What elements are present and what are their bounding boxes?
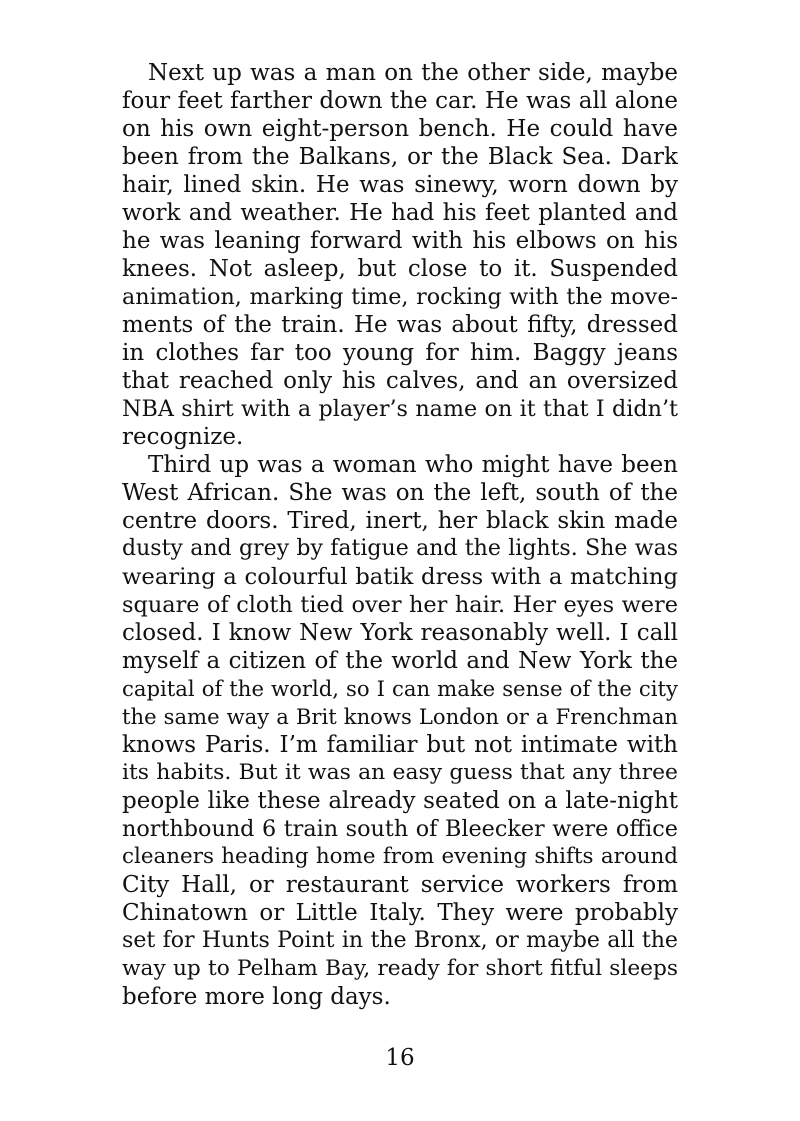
text-line: square of cloth tied over her hair. Her eyes were (122, 592, 678, 618)
text-line: ments of the train. He was about fifty, dressed (122, 312, 678, 338)
text-line: set for Hunts Point in the Bronx, or maybe all the (122, 928, 678, 953)
text-line: wearing a colourful batik dress with a matching (122, 564, 678, 590)
text-line: before more long days. (122, 984, 391, 1010)
text-line: closed. I know New York reasonably well. I call (122, 620, 678, 646)
paragraph (122, 59, 678, 451)
text-line: knees. Not asleep, but close to it. Suspended (122, 256, 678, 282)
text-line: its habits. But it was an easy guess that any three (122, 760, 678, 785)
text-line: four feet farther down the car. He was all alone (122, 88, 678, 114)
body-text (122, 59, 678, 1011)
text-line: City Hall, or restaurant service workers from (122, 872, 678, 898)
page-number: 16 (385, 1045, 415, 1071)
text-line: recognize. (122, 424, 244, 450)
text-line: Next up was a man on the other side, maybe (148, 60, 678, 86)
paragraph (122, 451, 678, 1011)
text-line: centre doors. Tired, inert, her black skin made (122, 508, 678, 534)
text-line: capital of the world, so I can make sense of the city (122, 676, 678, 701)
text-line: hair, lined skin. He was sinewy, worn down by (122, 172, 678, 198)
text-line: Chinatown or Little Italy. They were probably (122, 900, 678, 926)
text-line: dusty and grey by fatigue and the lights. She was (122, 536, 678, 561)
text-line: been from the Balkans, or the Black Sea. Dark (122, 144, 678, 170)
text-line: that reached only his calves, and an oversized (122, 368, 678, 394)
text-line: on his own eight-person bench. He could have (122, 116, 678, 142)
text-line: Third up was a woman who might have been (148, 452, 678, 478)
text-line: the same way a Brit knows London or a Frenchman (122, 704, 678, 729)
text-line: way up to Pelham Bay, ready for short fitful sleeps (122, 956, 678, 981)
text-line: West African. She was on the left, south of the (122, 480, 678, 506)
text-line: animation, marking time, rocking with the move- (122, 284, 678, 310)
text-line: work and weather. He had his feet planted and (122, 200, 678, 226)
text-line: cleaners heading home from evening shifts around (122, 844, 678, 869)
text-line: he was leaning forward with his elbows on his (122, 228, 678, 254)
text-line: myself a citizen of the world and New York the (122, 648, 678, 674)
text-line: people like these already seated on a late-night (122, 788, 678, 814)
text-line: NBA shirt with a player’s name on it that I didn’t (122, 396, 678, 422)
text-line: northbound 6 train south of Bleecker were office (122, 816, 678, 842)
text-line: in clothes far too young for him. Baggy jeans (122, 340, 678, 366)
text-line: knows Paris. I’m familiar but not intimate with (122, 732, 678, 758)
